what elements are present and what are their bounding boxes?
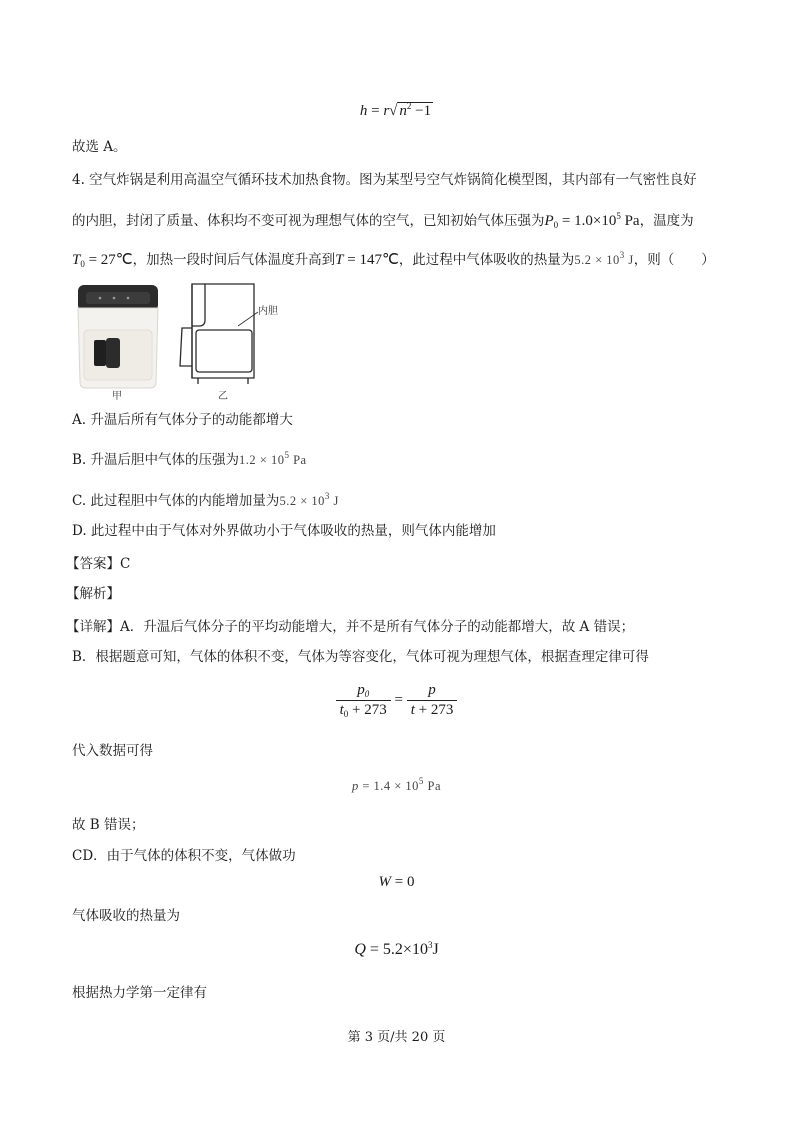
- p0-val: = 1.0×10: [558, 213, 617, 229]
- fryer-button-icon: [127, 297, 130, 300]
- frac-left-num-sub: 0: [364, 689, 370, 699]
- pressure-result: [0, 776, 793, 794]
- p0-unit: Pa: [620, 213, 640, 229]
- frac-left-den-sub: 0: [343, 709, 349, 719]
- t0-val: = 27℃: [84, 252, 133, 268]
- label-jia: 甲: [112, 391, 122, 402]
- substitute-text: 代入数据可得: [72, 743, 153, 759]
- detail-b: B．根据题意可知，气体的体积不变，气体为等容变化，气体可视为理想气体，根据查理定律可得: [72, 649, 649, 665]
- heat-equation: [0, 940, 793, 959]
- question-line3: [72, 245, 715, 274]
- frac-left-num-var: p: [357, 682, 365, 698]
- option-b-text: B. 升温后胆中气体的压强为: [72, 452, 240, 468]
- formula-h-eq: =: [367, 103, 384, 119]
- question-line3-mid: ，加热一段时间后气体温度升高到: [132, 252, 336, 268]
- work-var: W: [378, 874, 392, 890]
- q-val: 5.2 × 10: [574, 253, 620, 267]
- work-equation: [0, 874, 793, 891]
- option-b-val: 1.2 × 10: [239, 453, 285, 467]
- air-fryer-photo: [78, 285, 158, 388]
- work-val: = 0: [391, 874, 415, 890]
- option-c: [72, 486, 339, 511]
- page-footer: 第 3 页/共 20 页: [347, 1030, 446, 1045]
- t-var: T: [335, 252, 344, 268]
- fryer-control-panel: [86, 292, 150, 304]
- model-outer-body: [192, 284, 254, 378]
- option-c-exp: 3: [324, 491, 330, 501]
- heat-var: Q: [354, 941, 366, 958]
- frac-right-num: p: [407, 682, 458, 701]
- formula-h-r: r: [383, 103, 390, 119]
- frac-right: [407, 682, 458, 719]
- question-line3-tail: ，则（ ）: [633, 252, 715, 268]
- frac-left-den-var: t: [339, 702, 344, 718]
- frac-left-num: [336, 682, 391, 701]
- t0-expression: [72, 252, 133, 268]
- option-d: D. 此过程中由于气体对外界做功小于气体吸收的热量，则气体内能增加: [72, 523, 496, 539]
- option-b: [72, 445, 307, 470]
- option-c-val: 5.2 × 10: [279, 494, 325, 508]
- fryer-handle: [94, 340, 106, 366]
- question-line1: 4. 空气炸锅是利用高温空气循环技术加热食物。图为某型号空气炸锅简化模型图，其内部有一气密性良好: [72, 172, 697, 188]
- answer-label: 【答案】C: [66, 556, 131, 572]
- label-yi: 乙: [218, 391, 228, 402]
- option-b-value: [239, 450, 307, 467]
- inner-liner-pointer: [238, 312, 258, 326]
- frac-left-den: [336, 701, 391, 719]
- fryer-handle-grip: [106, 338, 120, 368]
- fryer-button-icon: [99, 297, 102, 300]
- formula-h-tail: −1: [411, 103, 432, 119]
- p0-expression: [545, 213, 640, 229]
- option-c-unit: J: [329, 494, 339, 508]
- question-line2: [72, 206, 694, 235]
- option-c-text: C. 此过程胆中气体的内能增加量为: [72, 493, 280, 509]
- pressure-result-var: p: [351, 779, 359, 793]
- question-line2-tail: ，温度为: [639, 213, 694, 229]
- pressure-result-exp: 5: [418, 776, 424, 786]
- q-expression: [574, 250, 634, 267]
- p0-exp: 5: [616, 211, 621, 221]
- fryer-button-icon: [113, 297, 116, 300]
- model-inner-liner: [196, 330, 252, 372]
- frac-left: [336, 682, 391, 719]
- charles-law-equation: [0, 682, 793, 719]
- sqrt-sign: √: [389, 103, 398, 119]
- first-law-text: 根据热力学第一定律有: [72, 985, 207, 1001]
- b-wrong: 故 B 错误；: [72, 817, 145, 833]
- fryer-model-diagram: [180, 284, 258, 384]
- heat-unit: J: [432, 941, 439, 958]
- option-c-value: [279, 491, 339, 508]
- heat-val: = 5.2×10: [365, 941, 428, 958]
- model-feet: [198, 378, 248, 384]
- question-line3-mid2: ，此过程中气体吸收的热量为: [398, 252, 575, 268]
- p0-sub: 0: [553, 220, 559, 230]
- option-a: A. 升温后所有气体分子的动能都增大: [72, 412, 293, 428]
- q-unit: J: [624, 253, 634, 267]
- pressure-result-unit: Pa: [423, 779, 442, 793]
- analysis-label: 【解析】: [66, 586, 120, 602]
- formula-h-exp: 2: [406, 101, 412, 111]
- prev-conclusion: 故选 A。: [72, 139, 127, 155]
- t0-sub: 0: [80, 259, 85, 269]
- frac-right-den: [407, 701, 458, 719]
- option-b-unit: Pa: [289, 453, 307, 467]
- t-val: = 147℃: [343, 252, 399, 268]
- label-inner: 内胆: [258, 306, 278, 317]
- frac-equals: =: [394, 691, 407, 708]
- formula-h-n: n: [399, 103, 407, 119]
- p0-var: P: [544, 213, 554, 229]
- sqrt-content: [397, 102, 433, 119]
- formula-h: [0, 101, 793, 120]
- formula-h-var: h: [359, 103, 368, 119]
- air-fryer-figure: [70, 280, 290, 402]
- option-b-exp: 5: [284, 450, 290, 460]
- q-exp: 3: [619, 250, 625, 260]
- frac-right-den-tail: + 273: [414, 702, 454, 718]
- heat-exp: 3: [427, 940, 433, 950]
- t-expression: [335, 252, 399, 268]
- cd-text: CD．由于气体的体积不变，气体做功: [72, 848, 296, 864]
- pressure-result-val: = 1.4 × 10: [358, 779, 419, 793]
- model-handle: [180, 328, 192, 366]
- t0-var: T: [72, 252, 81, 268]
- detail-a: 【详解】A．升温后气体分子的平均动能增大，并不是所有气体分子的动能都增大，故 A 错误；: [66, 619, 635, 635]
- heat-text: 气体吸收的热量为: [72, 908, 180, 924]
- question-line2-text: 的内胆，封闭了质量、体积均不变可视为理想气体的空气，已知初始气体压强为: [72, 213, 545, 229]
- frac-left-den-tail: + 273: [348, 702, 387, 718]
- model-inner-line: [192, 284, 205, 326]
- frac-right-den-var: t: [410, 702, 415, 718]
